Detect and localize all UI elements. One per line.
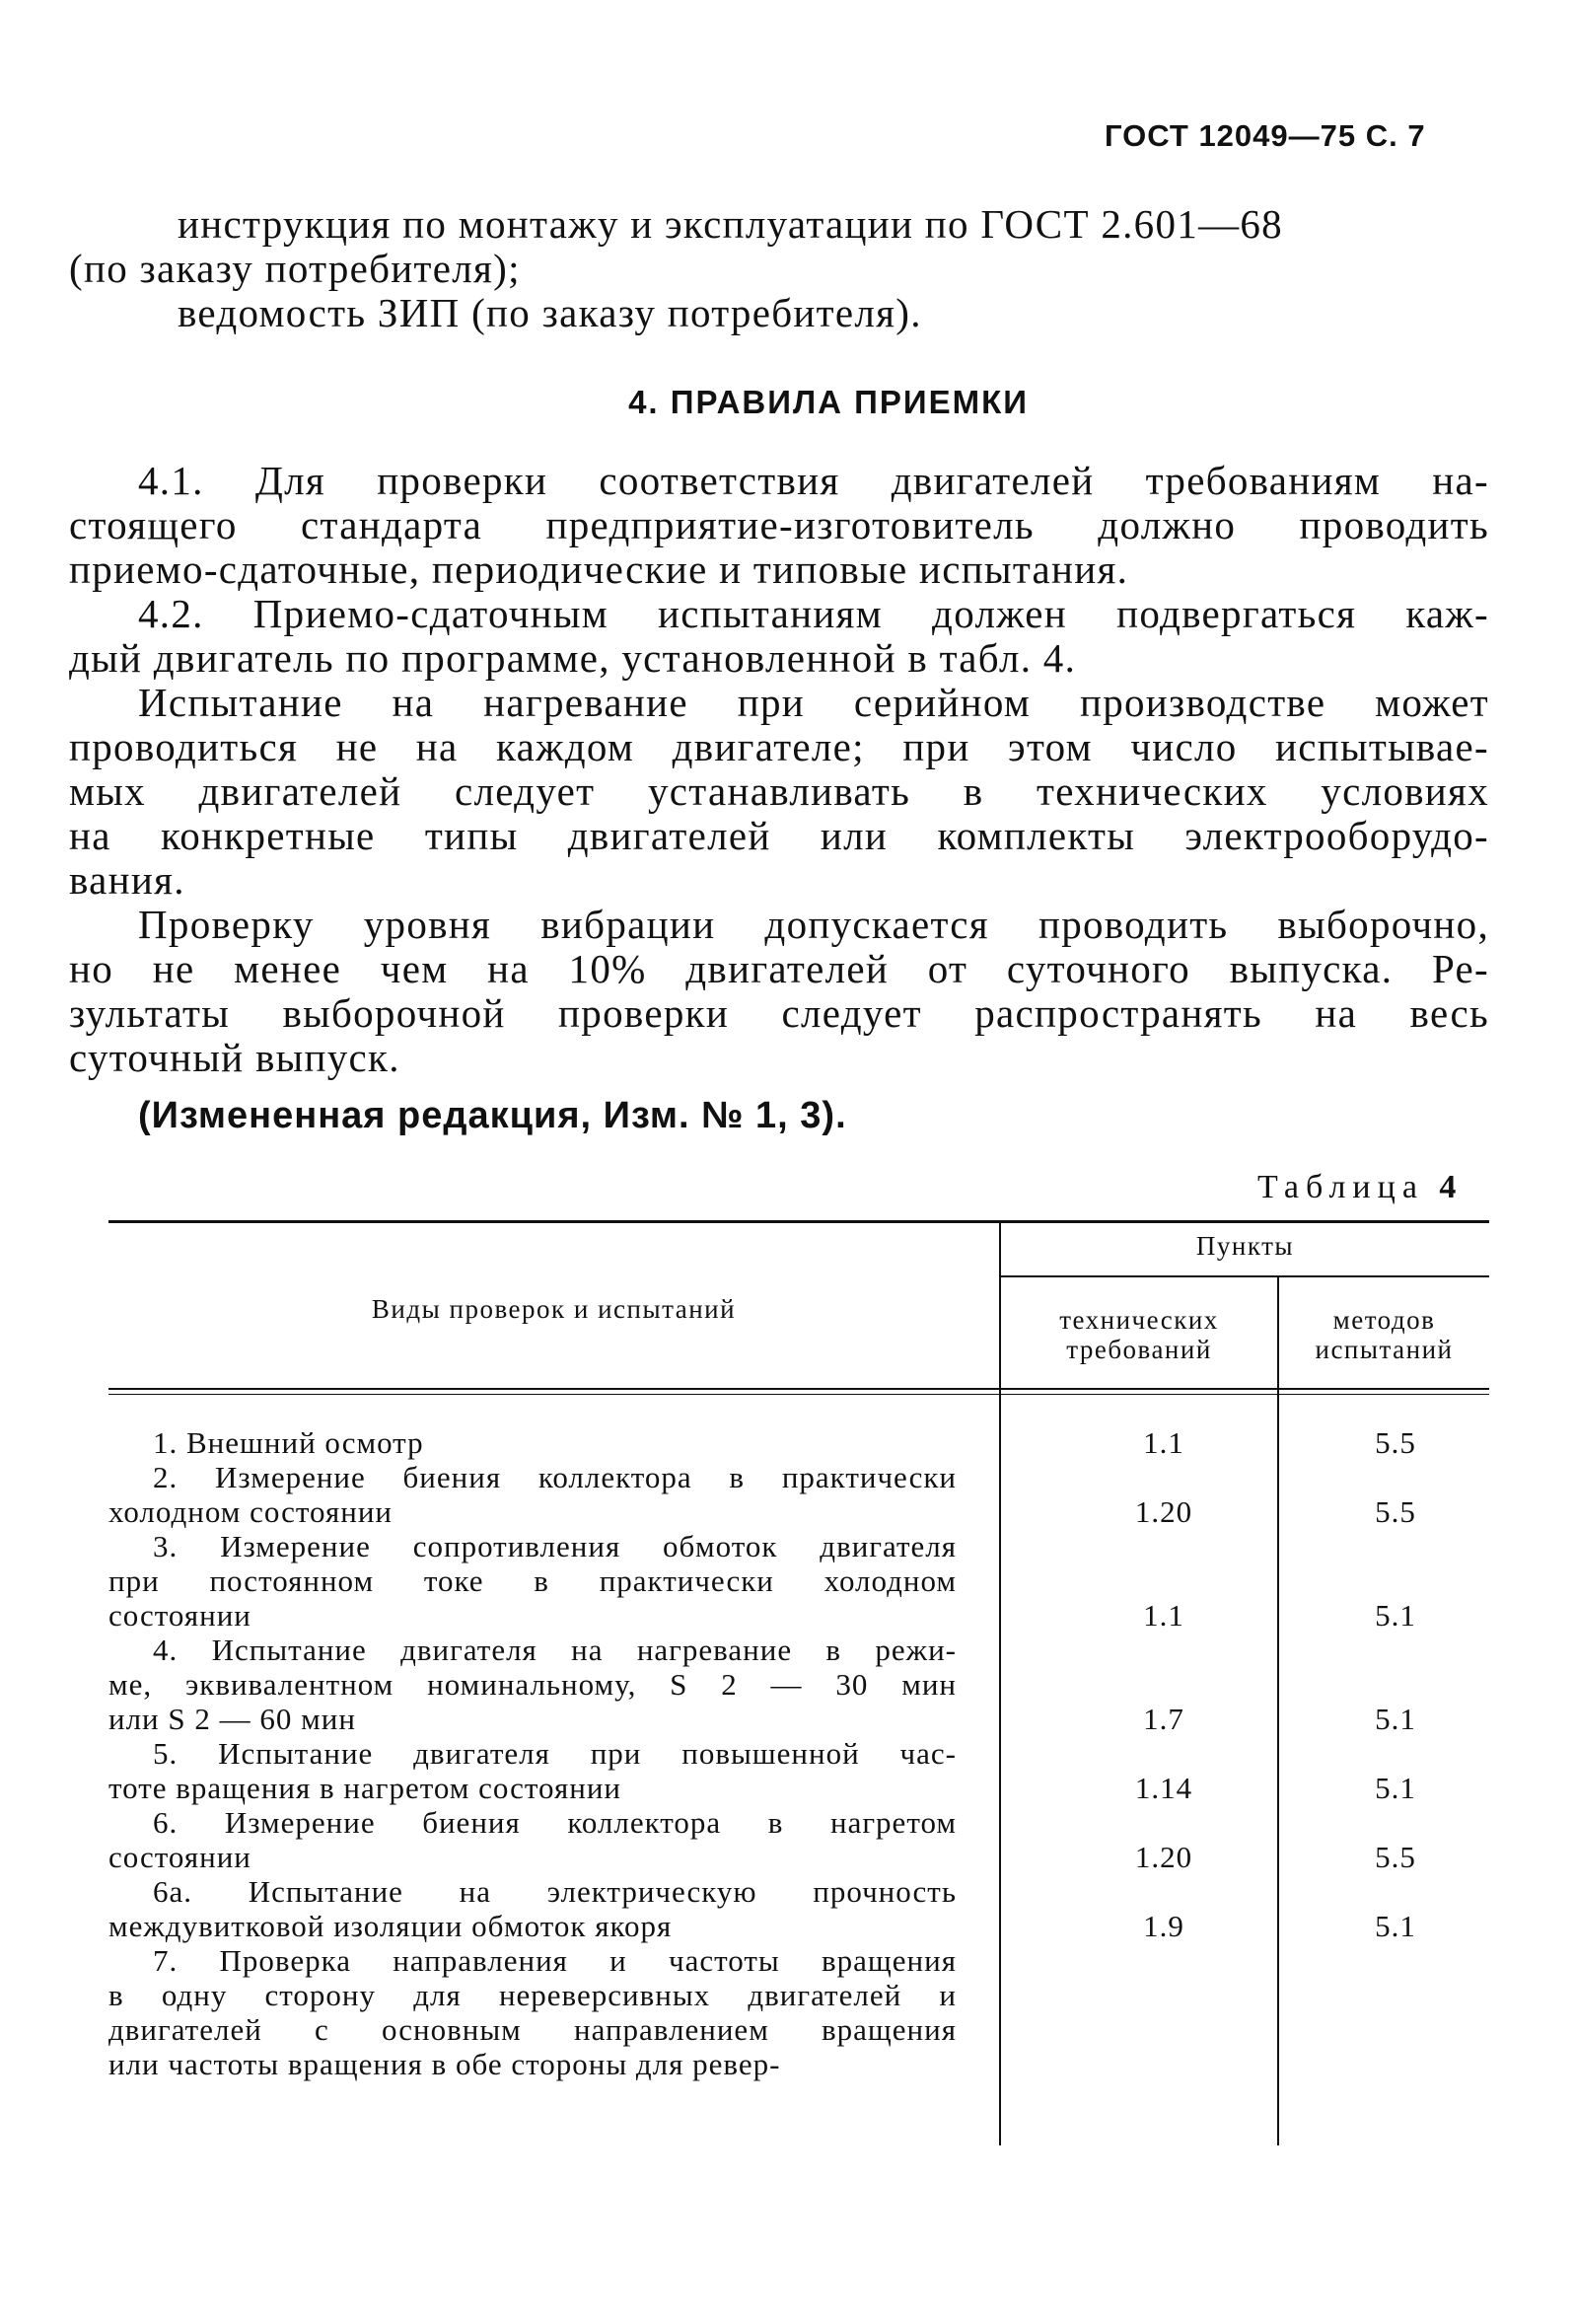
table-caption-word: Таблица — [1257, 1169, 1424, 1205]
row-description — [108, 1460, 957, 1529]
row-description-line: 5. Испытание двигателя при повышенной час- — [153, 1736, 957, 1771]
text-line: мых двигателей следует устанавливать в технических условиях — [69, 768, 1489, 814]
text-line: дый двигатель по программе, установленной в табл. 4. — [69, 635, 1077, 681]
row-description-line: состоянии — [108, 1598, 251, 1633]
row-description-line: 1. Внешний осмотр — [153, 1425, 424, 1460]
row-description-line: 6. Измерение биения коллектора в нагретом — [153, 1805, 957, 1840]
row-description — [108, 1425, 957, 1460]
text-line: ведомость ЗИП (по заказу потребителя). — [178, 290, 922, 335]
text-line: вания. — [69, 857, 185, 903]
row-test-method: 5.1 — [1375, 1909, 1416, 1943]
row-description-line: 2. Измерение биения коллектора в практически — [153, 1460, 957, 1494]
row-description-line: или частоты вращения в обе стороны для ревер- — [108, 2047, 781, 2081]
table-caption — [1257, 1169, 1456, 1206]
table-body — [108, 1425, 1489, 2081]
text-line: 4.2. Приемо-сдаточным испытаниям должен подвергаться каж- — [138, 591, 1489, 636]
row-test-method: 5.5 — [1375, 1494, 1416, 1529]
row-description — [108, 1529, 957, 1633]
row-description-line: двигателей с основным направлением вращения — [108, 2012, 957, 2047]
row-description-line: 7. Проверка направления и частоты вращения — [153, 1943, 957, 1978]
row-description-line: в одну сторону для нереверсивных двигателей и — [108, 1978, 957, 2012]
text-line: стоящего стандарта предприятие-изготовитель должно проводить — [69, 502, 1489, 547]
header-meth-line-1: методов — [1332, 1305, 1436, 1335]
row-description — [108, 1736, 957, 1805]
row-tech-requirement — [1045, 2047, 1282, 2081]
text-line: на конкретные типы двигателей или комплекты электрооборудо- — [69, 813, 1489, 858]
row-description-line: междувитковой изоляции обмоток якоря — [108, 1909, 673, 1943]
row-tech-requirement: 1.20 — [1134, 1840, 1193, 1874]
row-description-line: 6а. Испытание на электрическую прочность — [153, 1874, 957, 1909]
row-test-method — [1292, 2047, 1499, 2081]
table-row — [108, 1805, 1489, 1874]
table-header-rule-2 — [108, 1394, 1489, 1395]
row-description — [108, 1874, 957, 1943]
header-kinds: Виды проверок и испытаний — [371, 1294, 737, 1324]
table-header-rule — [108, 1388, 1489, 1390]
points-subheader-rule — [1001, 1275, 1489, 1277]
text-line: Проверку уровня вибрации допускается проводить выборочно, — [138, 902, 1489, 947]
row-tech-requirement: 1.7 — [1143, 1702, 1184, 1736]
row-test-method: 5.5 — [1375, 1840, 1416, 1874]
table-row — [108, 1943, 1489, 2081]
table-caption-number: 4 — [1439, 1169, 1457, 1205]
row-test-method: 5.1 — [1375, 1598, 1416, 1633]
row-tech-requirement: 1.1 — [1143, 1425, 1184, 1460]
row-description — [108, 1805, 957, 1874]
header-meth-line-2: испытаний — [1315, 1335, 1454, 1364]
text-line: инструкция по монтажу и эксплуатации по ГОСТ 2.601—68 — [178, 201, 1283, 247]
table-row — [108, 1736, 1489, 1805]
row-description — [108, 1943, 957, 2081]
row-description-line: тоте вращения в нагретом состоянии — [108, 1771, 621, 1805]
text-line: зультаты выборочной проверки следует распространять на весь — [69, 990, 1489, 1036]
header-test-methods — [1279, 1305, 1489, 1364]
row-description — [108, 1633, 957, 1736]
row-description-line: холодном состоянии — [108, 1494, 393, 1529]
table-row — [108, 1633, 1489, 1736]
row-tech-requirement: 1.1 — [1143, 1598, 1184, 1633]
header-tech-line-1: технических — [1059, 1305, 1219, 1335]
text-line: проводиться не на каждом двигателе; при этом число испытывае- — [69, 724, 1489, 769]
table-row — [108, 1425, 1489, 1460]
text-line: (по заказу потребителя); — [69, 246, 521, 291]
row-test-method: 5.1 — [1375, 1702, 1416, 1736]
section-heading: 4. ПРАВИЛА ПРИЕМКИ — [628, 384, 1029, 420]
row-tech-requirement: 1.9 — [1143, 1909, 1184, 1943]
text-line: суточный выпуск. — [69, 1035, 400, 1080]
row-description-line: ме, эквивалентном номинальному, S 2 — 30 мин — [108, 1667, 957, 1702]
table-row — [108, 1529, 1489, 1633]
header-tech-line-2: требований — [1066, 1335, 1212, 1364]
table-top-rule — [108, 1220, 1489, 1223]
row-tech-requirement: 1.14 — [1134, 1771, 1193, 1805]
row-description-line: состоянии — [108, 1840, 251, 1874]
row-tech-requirement: 1.20 — [1134, 1494, 1193, 1529]
header-points: Пункты — [1195, 1231, 1295, 1261]
row-description-line: 3. Измерение сопротивления обмоток двигателя — [153, 1529, 957, 1563]
row-description-line: 4. Испытание двигателя на нагревание в режи- — [153, 1633, 957, 1667]
body-text — [69, 201, 1489, 1143]
amendment-note: (Измененная редакция, Изм. № 1, 3). — [138, 1095, 847, 1136]
row-description-line: при постоянном токе в практически холодном — [108, 1563, 957, 1598]
text-line: приемо-сдаточные, периодические и типовые испытания. — [69, 546, 1129, 592]
text-line: 4.1. Для проверки соответствия двигателей требованиям на- — [138, 458, 1489, 503]
table-row — [108, 1874, 1489, 1943]
page-header: ГОСТ 12049—75 С. 7 — [1105, 118, 1426, 153]
text-line: Испытание на нагревание при серийном производстве может — [138, 680, 1489, 725]
text-line: но не менее чем на 10% двигателей от суточного выпуска. Ре- — [69, 946, 1489, 991]
header-tech-requirements — [1001, 1305, 1277, 1364]
row-description-line: или S 2 — 60 мин — [108, 1702, 356, 1736]
row-test-method: 5.5 — [1375, 1425, 1416, 1460]
table-row — [108, 1460, 1489, 1529]
row-test-method: 5.1 — [1375, 1771, 1416, 1805]
